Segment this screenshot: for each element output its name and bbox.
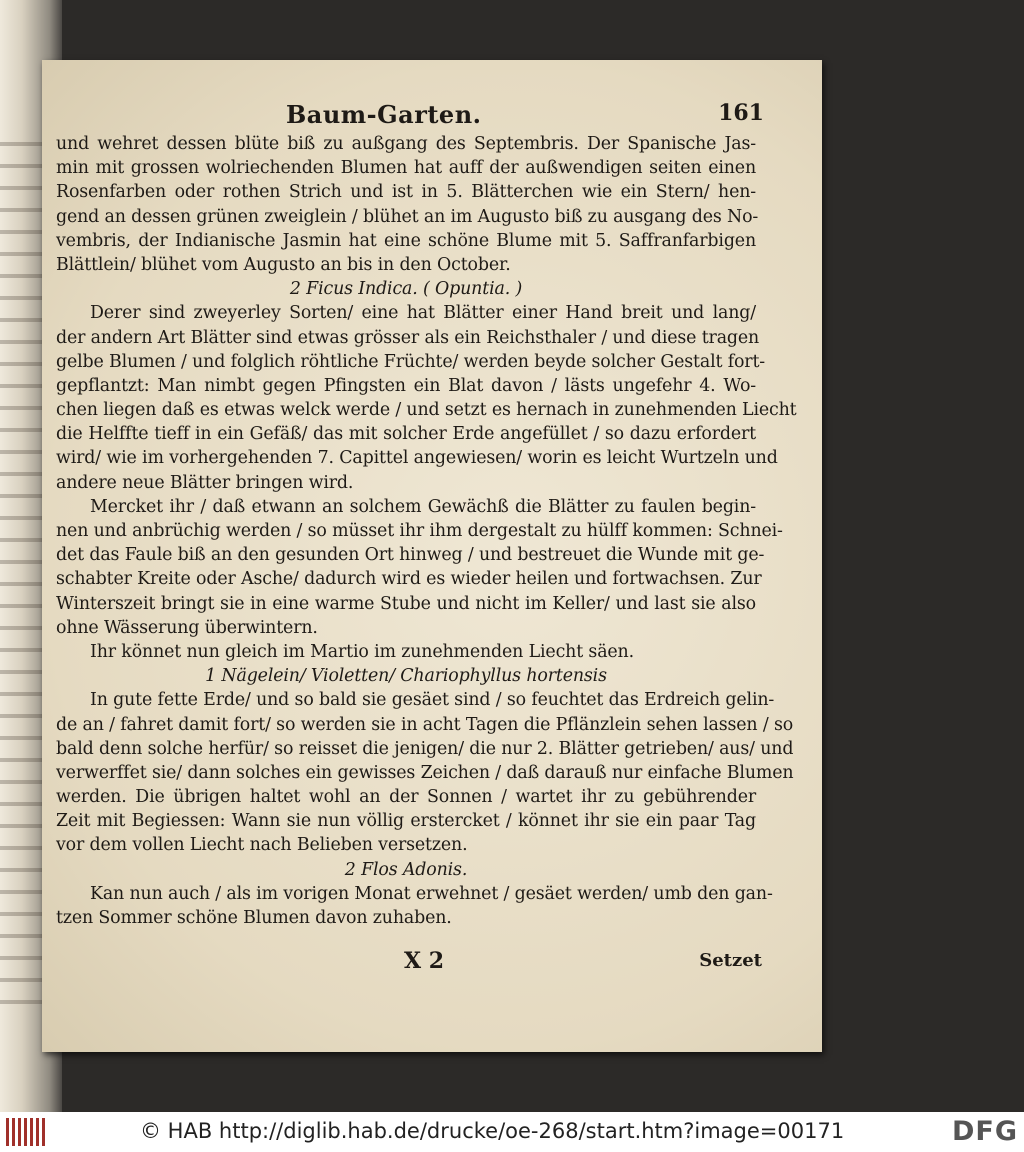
page-number: 161 (718, 100, 764, 126)
text-line: andere neue Blätter bringen wird. (56, 472, 354, 493)
text-line: die Helffte tieff in ein Gefäß/ das mit solcher Erde angefüllet / so dazu erfordert (56, 424, 756, 445)
text-line: gend an dessen grünen zweiglein / blühet an im Augusto biß zu ausgang des No- (56, 206, 759, 227)
text-line: Blättlein/ blühet vom Augusto an bis in den October. (56, 254, 511, 275)
text-line: wird/ wie im vorhergehenden 7. Capittel angewiesen/ worin es leicht Wurtzeln und (56, 448, 778, 469)
text-line: nen und anbrüchig werden / so müsset ihr ihm dergestalt zu hülff kommen: Schnei- (56, 521, 783, 541)
text-line: gelbe Blumen / und folglich röhtliche Früchte/ werden beyde solcher Gestalt fort- (56, 351, 766, 372)
text-line: Mercket ihr / daß etwann an solchem Gewächß die Blätter zu faulen begin- (90, 496, 756, 517)
page-text-block (56, 98, 797, 984)
text-line: chen liegen daß es etwas welck werde / und setzt es hernach in zunehmenden Liecht (56, 400, 797, 421)
section-heading-naegelein: 1 Nägelein/ Violetten/ Chariophyllus hortensis (205, 666, 607, 687)
text-line: Derer sind zweyerley Sorten/ eine hat Blätter einer Hand breit und lang/ (90, 303, 756, 324)
text-line: der andern Art Blätter sind etwas grösser als ein Reichsthaler / und diese tragen (56, 327, 760, 348)
text-line: tzen Sommer schöne Blumen davon zuhaben. (56, 908, 452, 928)
running-head (56, 98, 764, 132)
book-page (42, 60, 822, 1052)
text-line: ohne Wässerung überwintern. (56, 617, 318, 638)
text-line: det das Faule biß an den gesunden Ort hinweg / und bestreuet die Wunde mit ge- (56, 545, 765, 566)
text-line: min mit grossen wolriechenden Blumen hat auff der außwendigen seiten einen (56, 158, 756, 179)
text-line: gepflantzt: Man nimbt gegen Pfingsten ein Blat davon / lästs ungefehr 4. Wo- (56, 375, 756, 396)
section-heading-flos-adonis: 2 Flos Adonis. (344, 859, 468, 880)
running-title: Baum-Garten. (286, 100, 482, 129)
text-line: de an / fahret damit fort/ so werden sie in acht Tagen die Pflänzlein sehen lassen / so (56, 714, 794, 735)
source-link[interactable]: © HAB http://diglib.hab.de/drucke/oe-268/start.htm?image=00171 (140, 1119, 845, 1143)
dfg-logo: DFG (951, 1116, 1018, 1147)
text-line: Ihr könnet nun gleich im Martio im zunehmenden Liecht säen. (90, 641, 634, 662)
page-foot (56, 944, 762, 984)
text-line: Rosenfarben oder rothen Strich und ist in 5. Blätterchen wie ein Stern/ hen- (56, 182, 756, 203)
text-line: Winterszeit bringt sie in eine warme Stube und nicht im Keller/ und last sie also (56, 593, 756, 614)
viewer-footer (0, 1112, 1024, 1152)
text-line: und wehret dessen blüte biß zu außgang des Septembris. Der Spanische Jas- (56, 134, 756, 154)
section-heading-ficus-indica: 2 Ficus Indica. ( Opuntia. ) (289, 279, 523, 300)
text-line: vembris, der Indianische Jasmin hat eine schöne Blume mit 5. Saffranfarbigen (56, 230, 756, 251)
text-line: Kan nun auch / als im vorigen Monat erwehnet / gesäet werden/ umb den gan- (90, 883, 773, 904)
catchword: Setzet (699, 950, 762, 972)
text-line: verwerffet sie/ dann solches ein gewisses Zeichen / daß darauß nur einfache Blumen (56, 762, 794, 783)
text-line: werden. Die übrigen haltet wohl an der Sonnen / wartet ihr zu gebührender (56, 787, 756, 808)
text-line: Zeit mit Begiessen: Wann sie nun völlig erstercket / könnet ihr sie ein paar Tag (56, 811, 756, 832)
signature-mark: X 2 (404, 948, 445, 975)
text-line: In gute fette Erde/ und so bald sie gesäet sind / so feuchtet das Erdreich gelin- (90, 690, 775, 711)
hab-logo-icon (6, 1118, 48, 1146)
text-line: bald denn solche herfür/ so reisset die jenigen/ die nur 2. Blätter getrieben/ aus/ und (56, 738, 794, 759)
text-line: schabter Kreite oder Asche/ dadurch wird es wieder heilen und fortwachsen. Zur (56, 569, 762, 590)
text-line: vor dem vollen Liecht nach Belieben versetzen. (56, 835, 468, 856)
